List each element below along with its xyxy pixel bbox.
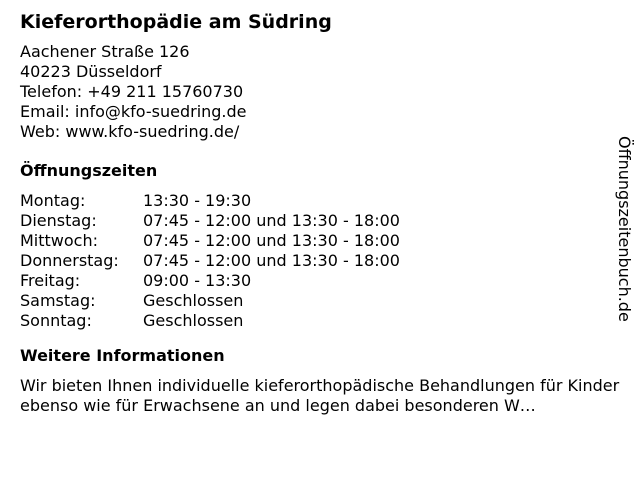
opening-hours-heading: Öffnungszeiten bbox=[20, 161, 158, 180]
day-label: Freitag: bbox=[20, 271, 81, 290]
hours-row bbox=[20, 231, 620, 251]
day-label: Dienstag: bbox=[20, 211, 97, 230]
more-info-heading: Weitere Informationen bbox=[20, 346, 225, 365]
time-value: Geschlossen bbox=[143, 291, 244, 310]
business-name: Kieferorthopädie am Südring bbox=[20, 11, 332, 33]
hours-row bbox=[20, 191, 620, 211]
hours-row bbox=[20, 311, 620, 331]
hours-row bbox=[20, 291, 620, 311]
opening-hours-table bbox=[20, 191, 620, 331]
day-label: Montag: bbox=[20, 191, 86, 210]
time-value: Geschlossen bbox=[143, 311, 244, 330]
address-city: 40223 Düsseldorf bbox=[20, 62, 162, 81]
day-label: Samstag: bbox=[20, 291, 96, 310]
time-value: 07:45 - 12:00 und 13:30 - 18:00 bbox=[143, 251, 400, 270]
phone-line: Telefon: +49 211 15760730 bbox=[20, 82, 244, 101]
hours-row bbox=[20, 271, 620, 291]
day-label: Donnerstag: bbox=[20, 251, 119, 270]
day-label: Sonntag: bbox=[20, 311, 92, 330]
time-value: 07:45 - 12:00 und 13:30 - 18:00 bbox=[143, 231, 400, 250]
day-label: Mittwoch: bbox=[20, 231, 98, 250]
hours-row bbox=[20, 211, 620, 231]
contact-block bbox=[20, 42, 620, 142]
email-line: Email: info@kfo-suedring.de bbox=[20, 102, 247, 121]
address-street: Aachener Straße 126 bbox=[20, 42, 190, 61]
business-card bbox=[20, 10, 620, 416]
time-value: 07:45 - 12:00 und 13:30 - 18:00 bbox=[143, 211, 400, 230]
more-info-text: Wir bieten Ihnen individuelle kieferorthopädische Behandlungen für Kinder ebenso wie für Erwachsene an und legen dabei besonderen W… bbox=[20, 376, 620, 415]
hours-row bbox=[20, 251, 620, 271]
site-watermark: Öffnungszeitenbuch.de bbox=[615, 136, 634, 322]
time-value: 09:00 - 13:30 bbox=[143, 271, 252, 290]
web-line: Web: www.kfo-suedring.de/ bbox=[20, 122, 240, 141]
time-value: 13:30 - 19:30 bbox=[143, 191, 252, 210]
